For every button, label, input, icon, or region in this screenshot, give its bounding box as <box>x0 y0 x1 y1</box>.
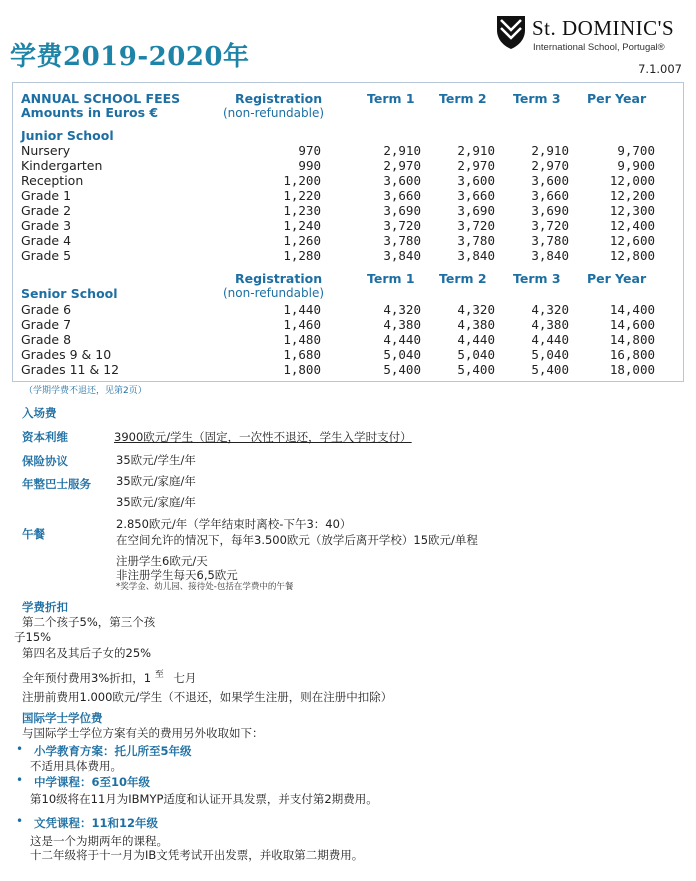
discount-text-4 <box>22 667 196 686</box>
cell-per-year: 9,900 <box>617 158 655 173</box>
cell-term1: 4,380 <box>383 317 421 332</box>
cell-term1: 3,600 <box>383 173 421 188</box>
col-term1: Term 1 <box>367 91 415 106</box>
cell-term3: 3,660 <box>531 188 569 203</box>
cell-term3: 3,780 <box>531 233 569 248</box>
col-term1-2: Term 1 <box>367 271 415 286</box>
cell-term1: 2,970 <box>383 158 421 173</box>
table-row <box>21 173 681 188</box>
dp-text-1: 这是一个为期两年的课程。 <box>30 834 168 848</box>
cell-registration: 1,240 <box>283 218 321 233</box>
cell-term3: 2,970 <box>531 158 569 173</box>
capital-levy-text: 3900欧元/学生（固定，一次性不退还，学生入学时支付） <box>114 430 412 444</box>
cell-term3: 2,910 <box>531 143 569 158</box>
cell-term1: 2,910 <box>383 143 421 158</box>
cell-registration: 1,440 <box>283 302 321 317</box>
cell-per-year: 12,200 <box>609 188 655 203</box>
cell-grade: Grade 5 <box>21 248 72 263</box>
lunch-note: *奖学金、幼儿园、接待处-包括在学费中的午餐 <box>116 582 294 592</box>
discount-text-3: 第四名及其后子女的25% <box>22 646 152 660</box>
cell-per-year: 9,700 <box>617 143 655 158</box>
school-logo <box>496 10 686 54</box>
cell-grade: Grade 1 <box>21 188 72 203</box>
cell-registration: 1,460 <box>283 317 321 332</box>
cell-grade: Grade 4 <box>21 233 72 248</box>
col-term2: Term 2 <box>439 91 487 106</box>
bus-text-1: 35欧元/家庭/年 <box>116 474 196 488</box>
lunch-text-4: 非注册学生每天6,5欧元 <box>116 568 238 582</box>
insurance-text: 35欧元/学生/年 <box>116 453 196 467</box>
cell-registration: 1,480 <box>283 332 321 347</box>
pyp-label: 小学教育方案：托儿所至5年级 <box>34 744 192 758</box>
cell-term3: 4,320 <box>531 302 569 317</box>
cell-term1: 3,840 <box>383 248 421 263</box>
discount-text-4c: 七月 <box>173 670 197 685</box>
cell-term2: 4,380 <box>457 317 495 332</box>
bus-text-2: 35欧元/家庭/年 <box>116 495 196 509</box>
cell-registration: 1,260 <box>283 233 321 248</box>
col-registration-sub: (non-refundable) <box>223 106 325 120</box>
cell-per-year: 12,000 <box>609 173 655 188</box>
discount-label: 学费折扣 <box>22 600 68 614</box>
col-term3-2: Term 3 <box>513 271 561 286</box>
cell-term1: 3,720 <box>383 218 421 233</box>
page-title: 学费2019-2020年 <box>10 42 250 72</box>
cell-term2: 2,910 <box>457 143 495 158</box>
ib-text: 与国际学士学位方案有关的费用另外收取如下： <box>22 726 264 740</box>
cell-per-year: 14,400 <box>609 302 655 317</box>
dp-text-2: 十二年级将于十一月为IB文凭考试开出发票，并收取第二期费用。 <box>30 848 364 862</box>
col-per-year-2: Per Year <box>587 271 647 286</box>
cell-registration: 1,200 <box>283 173 321 188</box>
senior-school-label: Senior School <box>21 286 118 301</box>
cell-term2: 4,440 <box>457 332 495 347</box>
table-row <box>21 332 681 347</box>
ib-label: 国际学士学位费 <box>22 711 103 725</box>
capital-levy-label: 资本利维 <box>22 430 68 444</box>
fees-heading: ANNUAL SCHOOL FEES <box>21 91 181 106</box>
table-row <box>21 158 681 173</box>
cell-term2: 3,660 <box>457 188 495 203</box>
cell-term2: 3,840 <box>457 248 495 263</box>
bullet-dp: • <box>16 814 24 828</box>
cell-grade: Grade 8 <box>21 332 72 347</box>
table-row <box>21 362 681 377</box>
col-term2-2: Term 2 <box>439 271 487 286</box>
cell-grade: Grade 3 <box>21 218 72 233</box>
cell-term2: 3,780 <box>457 233 495 248</box>
col-per-year: Per Year <box>587 91 647 106</box>
fees-currency: Amounts in Euros € <box>21 105 159 120</box>
cell-term3: 4,440 <box>531 332 569 347</box>
table-row <box>21 203 681 218</box>
cell-term2: 3,720 <box>457 218 495 233</box>
cell-grade: Reception <box>21 173 84 188</box>
cell-grade: Grade 6 <box>21 302 72 317</box>
document-number: 7.1.007 <box>638 62 682 76</box>
cell-term3: 5,400 <box>531 362 569 377</box>
discount-text-2: 子15% <box>14 630 52 644</box>
cell-grade: Grades 9 & 10 <box>21 347 112 362</box>
col-registration-sub-2: (non-refundable) <box>223 286 325 300</box>
col-registration: Registration <box>235 91 323 106</box>
dp-label: 文凭课程：11和12年级 <box>34 816 159 830</box>
table-row <box>21 248 681 263</box>
cell-term1: 5,400 <box>383 362 421 377</box>
bullet-pyp: • <box>16 742 24 756</box>
cell-registration: 1,680 <box>283 347 321 362</box>
cell-term2: 5,040 <box>457 347 495 362</box>
cell-grade: Grade 2 <box>21 203 72 218</box>
bus-label: 年整巴士服务 <box>22 477 91 491</box>
cell-term2: 5,400 <box>457 362 495 377</box>
cell-term2: 4,320 <box>457 302 495 317</box>
logo-name: St. DOMINIC'S <box>532 16 675 40</box>
lunch-text-2: 在空间允许的情况下，每年3.500欧元（放学后离开学校）15欧元/单程 <box>116 533 478 547</box>
myp-text: 第10级将在11月为IBMYP适度和认证开具发票，并支付第2期费用。 <box>30 792 378 806</box>
cell-term3: 3,690 <box>531 203 569 218</box>
cell-term1: 3,660 <box>383 188 421 203</box>
cell-term3: 3,840 <box>531 248 569 263</box>
cell-term3: 3,720 <box>531 218 569 233</box>
fees-note: （学期学费不退还，见第2页） <box>24 386 147 396</box>
lunch-text-1: 2.850欧元/年（学年结束时离校-下午3：40） <box>116 517 352 531</box>
cell-per-year: 16,800 <box>609 347 655 362</box>
cell-term1: 4,320 <box>383 302 421 317</box>
fees-table <box>12 82 684 382</box>
table-row <box>21 218 681 233</box>
discount-text-1: 第二个孩子5%，第三个孩 <box>22 615 156 629</box>
cell-grade: Nursery <box>21 143 71 158</box>
table-row <box>21 302 681 317</box>
table-row <box>21 143 681 158</box>
entry-fee-label: 入场费 <box>22 406 57 420</box>
myp-label: 中学课程：6至10年级 <box>34 775 151 789</box>
cell-per-year: 12,300 <box>609 203 655 218</box>
insurance-label: 保险协议 <box>22 454 68 468</box>
cell-per-year: 12,600 <box>609 233 655 248</box>
table-row <box>21 233 681 248</box>
cell-grade: Grade 7 <box>21 317 72 332</box>
cell-per-year: 14,600 <box>609 317 655 332</box>
cell-registration: 970 <box>298 143 321 158</box>
shield-icon <box>496 14 526 50</box>
cell-term2: 3,690 <box>457 203 495 218</box>
col-term3: Term 3 <box>513 91 561 106</box>
cell-term3: 3,600 <box>531 173 569 188</box>
table-row <box>21 188 681 203</box>
table-row <box>21 317 681 332</box>
cell-term1: 3,780 <box>383 233 421 248</box>
cell-term3: 4,380 <box>531 317 569 332</box>
junior-school-label: Junior School <box>21 128 114 143</box>
cell-registration: 990 <box>298 158 321 173</box>
cell-registration: 1,280 <box>283 248 321 263</box>
lunch-text-3: 注册学生6欧元/天 <box>116 554 208 568</box>
bullet-myp: • <box>16 773 24 787</box>
cell-term2: 3,600 <box>457 173 495 188</box>
cell-registration: 1,230 <box>283 203 321 218</box>
cell-term1: 3,690 <box>383 203 421 218</box>
lunch-label: 午餐 <box>22 527 45 541</box>
discount-text-5: 注册前费用1.000欧元/学生（不退还，如果学生注册，则在注册中扣除） <box>22 690 393 704</box>
cell-term2: 2,970 <box>457 158 495 173</box>
cell-grade: Grades 11 & 12 <box>21 362 120 377</box>
cell-term1: 5,040 <box>383 347 421 362</box>
cell-grade: Kindergarten <box>21 158 103 173</box>
cell-per-year: 12,400 <box>609 218 655 233</box>
col-registration-2: Registration <box>235 271 323 286</box>
pyp-text: 不适用具体费用。 <box>30 759 122 773</box>
cell-per-year: 18,000 <box>609 362 655 377</box>
table-row <box>21 347 681 362</box>
cell-registration: 1,220 <box>283 188 321 203</box>
cell-term1: 4,440 <box>383 332 421 347</box>
cell-per-year: 12,800 <box>609 248 655 263</box>
discount-text-4a: 全年预付费用3%折扣，1 <box>22 670 152 685</box>
discount-text-4b: 至 <box>154 670 164 680</box>
cell-term3: 5,040 <box>531 347 569 362</box>
logo-subtitle: International School, Portugal® <box>533 42 665 53</box>
cell-per-year: 14,800 <box>609 332 655 347</box>
cell-registration: 1,800 <box>283 362 321 377</box>
